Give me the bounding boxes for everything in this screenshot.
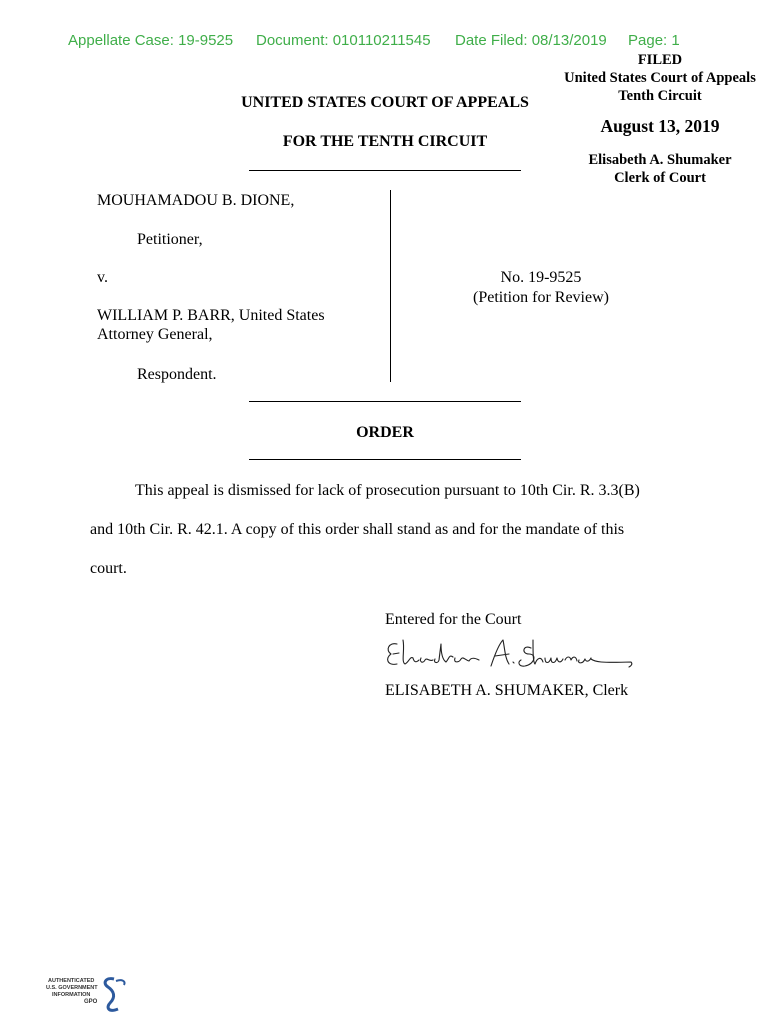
court-title-line2: FOR THE TENTH CIRCUIT <box>282 133 488 150</box>
filed-stamp <box>552 51 768 187</box>
svg-text:GPO: GPO <box>84 999 98 1005</box>
gpo-seal <box>44 975 130 1017</box>
petitioner-role: Petitioner, <box>137 231 203 248</box>
order-text-line3: court. <box>90 560 127 577</box>
signer-name: ELISABETH A. SHUMAKER, Clerk <box>385 682 629 699</box>
filed-clerk-title: Clerk of Court <box>614 170 706 186</box>
svg-text:AUTHENTICATED: AUTHENTICATED <box>48 978 95 984</box>
divider-order-top <box>249 401 521 402</box>
respondent-name-line1: WILLIAM P. BARR, United States <box>97 307 325 324</box>
filed-court-line2: Tenth Circuit <box>618 88 702 104</box>
filed-clerk-name: Elisabeth A. Shumaker <box>588 152 732 168</box>
filed-label: FILED <box>637 52 683 68</box>
case-number: No. 19-9525 <box>500 269 582 286</box>
court-title-line1: UNITED STATES COURT OF APPEALS <box>241 94 529 111</box>
header-case: Appellate Case: 19-9525 <box>68 32 234 49</box>
order-heading: ORDER <box>356 424 414 441</box>
case-type: (Petition for Review) <box>473 289 609 306</box>
respondent-name-line2: Attorney General, <box>97 326 213 343</box>
divider-top <box>249 170 521 171</box>
svg-text:U.S. GOVERNMENT: U.S. GOVERNMENT <box>46 985 98 991</box>
order-text-line1: This appeal is dismissed for lack of prosecution pursuant to 10th Cir. R. 3.3(B) <box>135 482 640 499</box>
versus: v. <box>97 269 108 286</box>
entered-for-court: Entered for the Court <box>385 611 522 628</box>
filed-court-line1: United States Court of Appeals <box>564 70 756 86</box>
header-document: Document: 010110211545 <box>256 32 431 49</box>
header-date-filed: Date Filed: 08/13/2019 <box>455 32 607 49</box>
svg-text:INFORMATION: INFORMATION <box>52 992 91 998</box>
order-text-line2: and 10th Cir. R. 42.1. A copy of this order shall stand as and for the mandate of this <box>90 521 625 538</box>
divider-order-bottom <box>249 459 521 460</box>
caption-divider <box>390 190 391 382</box>
filed-date: August 13, 2019 <box>600 116 720 136</box>
handwritten-signature <box>383 632 643 683</box>
petitioner-name: MOUHAMADOU B. DIONE, <box>97 192 295 209</box>
respondent-role: Respondent. <box>137 366 217 383</box>
header-page: Page: 1 <box>628 32 680 49</box>
